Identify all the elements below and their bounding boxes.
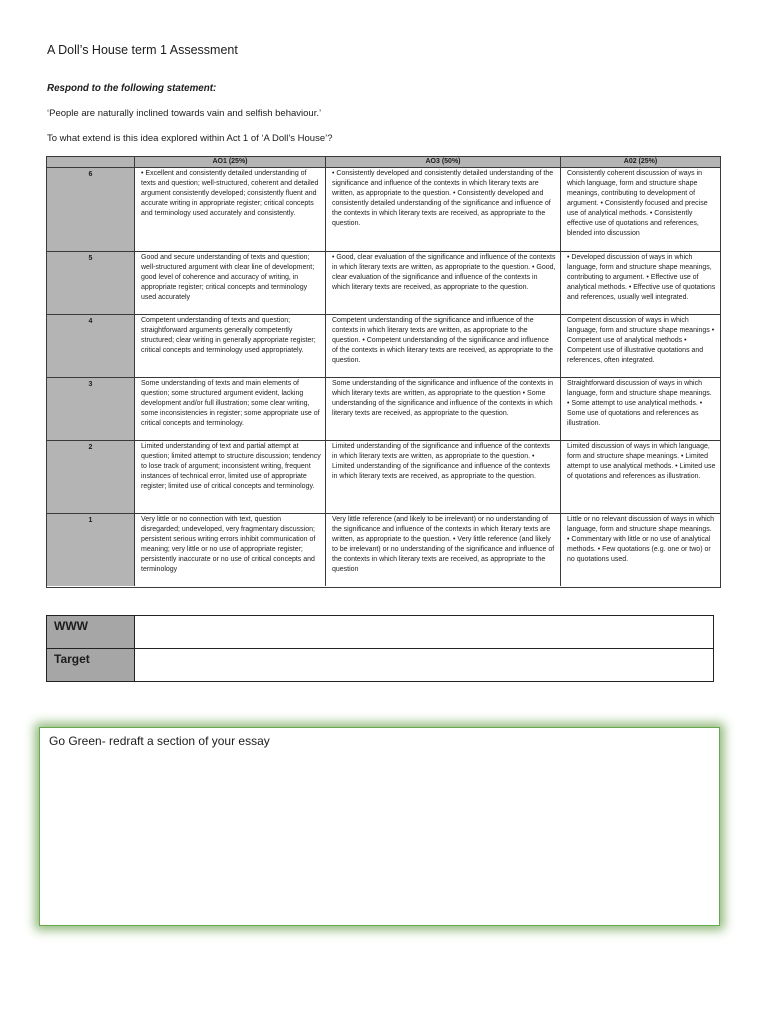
www-label: WWW bbox=[47, 616, 135, 648]
essay-question: To what extend is this idea explored within Act 1 of ‘A Doll’s House’? bbox=[47, 133, 333, 144]
mark-cell: 4 bbox=[47, 315, 135, 377]
a02-descriptor: Little or no relevant discussion of ways in which language, form and structure shape meanings. • Commentary with little or no use of analytical methods. • Few quotations (e.g. one or two) or no quotations used. bbox=[567, 516, 715, 563]
target-label: Target bbox=[47, 649, 135, 681]
ao3-descriptor: Limited understanding of the significance and influence of the contexts in which literary texts are written, as appropriate to the question. • Limited understanding of the significance and influence of the contexts in which literary texts are received, as appropriate to the question. bbox=[326, 441, 561, 513]
ao1-descriptor: Limited understanding of text and partial attempt at question; limited attempt to structure discussion; tendency to lose track of argument; inconsistent writing, frequent instances of technical error, limited use of appropriate register; limited use of critical concepts and terminology. bbox=[135, 441, 326, 513]
ao1-descriptor: Some understanding of texts and main elements of question; some structured argument evident, lacking development and/or full illustration; some clear writing, some inconsistencies in register; some appropriate use of critical concepts and terminology. bbox=[135, 378, 326, 440]
ao1-descriptor: • Excellent and consistently detailed understanding of texts and question; well-structured, coherent and detailed argument consistently developed; consistently fluent and accurate writing in appropriate register; critical concepts and terminology used accurately and consistently. bbox=[135, 168, 326, 251]
ao1-descriptor: Competent understanding of texts and question; straightforward arguments generally competently structured; clear writing in generally appropriate register; critical concepts and terminology used appropriately. bbox=[135, 315, 326, 377]
target-row bbox=[47, 649, 713, 681]
ao3-descriptor: Very little reference (and likely to be irrelevant) or no understanding of the significance and influence of the contexts in which literary texts are written, as appropriate to the question. • Very little reference (and likely to be irrelevant) or no understanding of the significance and influence of the contexts in which literary texts are received, as appropriate to the question bbox=[326, 514, 561, 586]
rubric-row bbox=[47, 168, 720, 252]
mark-cell: 6 bbox=[47, 168, 135, 251]
rubric-header-row bbox=[47, 157, 720, 168]
ao3-descriptor: • Consistently developed and consistently detailed understanding of the significance and influence of the contexts in which literary texts are written, as appropriate to the question. • Consistently developed and consistently detailed understanding of the significance and influence of the contexts in which literary texts are received, as appropriate to the question. bbox=[326, 168, 561, 251]
a02-descriptor: Competent discussion of ways in which language, form and structure shape meanings • Competent use of analytical methods • Competent use of illustrative quotations and references, often integrated. bbox=[567, 317, 715, 364]
a02-header: A02 (25%) bbox=[623, 158, 658, 165]
rubric-row bbox=[47, 514, 720, 586]
rubric-header-blank bbox=[47, 157, 135, 167]
a02-descriptor: Straightforward discussion of ways in which language, form and structure shape meanings. • Some attempt to use analytical methods. • Some use of quotations and references as illustration. bbox=[567, 380, 712, 427]
rubric-row bbox=[47, 315, 720, 378]
target-answer-area bbox=[135, 649, 713, 681]
rubric-row bbox=[47, 441, 720, 514]
mark-cell: 3 bbox=[47, 378, 135, 440]
ao3-header: AO3 (50%) bbox=[326, 157, 561, 167]
ao3-descriptor: Some understanding of the significance and influence of the contexts in which literary texts are written, as appropriate to the question • Some understanding of the significance and influence of the contexts in which literary texts are received, as appropriate to the question. bbox=[326, 378, 561, 440]
go-green-box bbox=[39, 727, 720, 926]
ao3-descriptor: • Good, clear evaluation of the significance and influence of the contexts in which literary texts are written, as appropriate to the question. • Good, clear evaluation of the significance and influence of the contexts in which literary texts are received, as appropriate to the question. bbox=[326, 252, 561, 314]
ao1-descriptor: Very little or no connection with text, question disregarded; undeveloped, very fragmentary discussion; persistent serious writing errors inhibit communication of meaning; very little or no use of appropriate register; persistently inaccurate or no use of critical concepts and terminology bbox=[135, 514, 326, 586]
mark-cell: 5 bbox=[47, 252, 135, 314]
mark-cell: 2 bbox=[47, 441, 135, 513]
www-row bbox=[47, 616, 713, 649]
go-green-label: Go Green- redraft a section of your essay bbox=[49, 734, 270, 748]
prompt-label: Respond to the following statement: bbox=[47, 83, 217, 94]
mark-cell: 1 bbox=[47, 514, 135, 586]
ao3-descriptor: Competent understanding of the significance and influence of the contexts in which literary texts are written, as appropriate to the question. • Competent understanding of the significance and influence of the contexts in which literary texts are received, as appropriate to the question. bbox=[326, 315, 561, 377]
ao1-descriptor: Good and secure understanding of texts and question; well-structured argument with clear line of development; good level of coherence and accuracy of writing, in appropriate register; critical concepts and terminology used accurately bbox=[135, 252, 326, 314]
a02-descriptor: Limited discussion of ways in which language, form and structure shape meanings. • Limited attempt to use analytical methods. • Limited use of quotations and references as illustration. bbox=[567, 443, 716, 480]
a02-descriptor: Consistently coherent discussion of ways in which language, form and structure shape meanings, contributing to development of argument. • Consistently focused and precise use of analytical methods. • Consistently effective use of quotations and references, blended into discussion bbox=[567, 170, 708, 237]
rubric-row bbox=[47, 378, 720, 441]
mark-scheme-table bbox=[46, 156, 721, 588]
www-answer-area bbox=[135, 616, 713, 648]
rubric-row bbox=[47, 252, 720, 315]
a02-descriptor: • Developed discussion of ways in which language, form and structure shape meanings, contributing to argument. • Effective use of analytical methods. • Effective use of quotations and references, usually well integrated. bbox=[567, 254, 716, 301]
statement-text: ‘People are naturally inclined towards vain and selfish behaviour.’ bbox=[47, 108, 322, 119]
page-title: A Doll’s House term 1 Assessment bbox=[47, 43, 238, 57]
feedback-table bbox=[46, 615, 714, 682]
ao1-header: AO1 (25%) bbox=[135, 157, 326, 167]
